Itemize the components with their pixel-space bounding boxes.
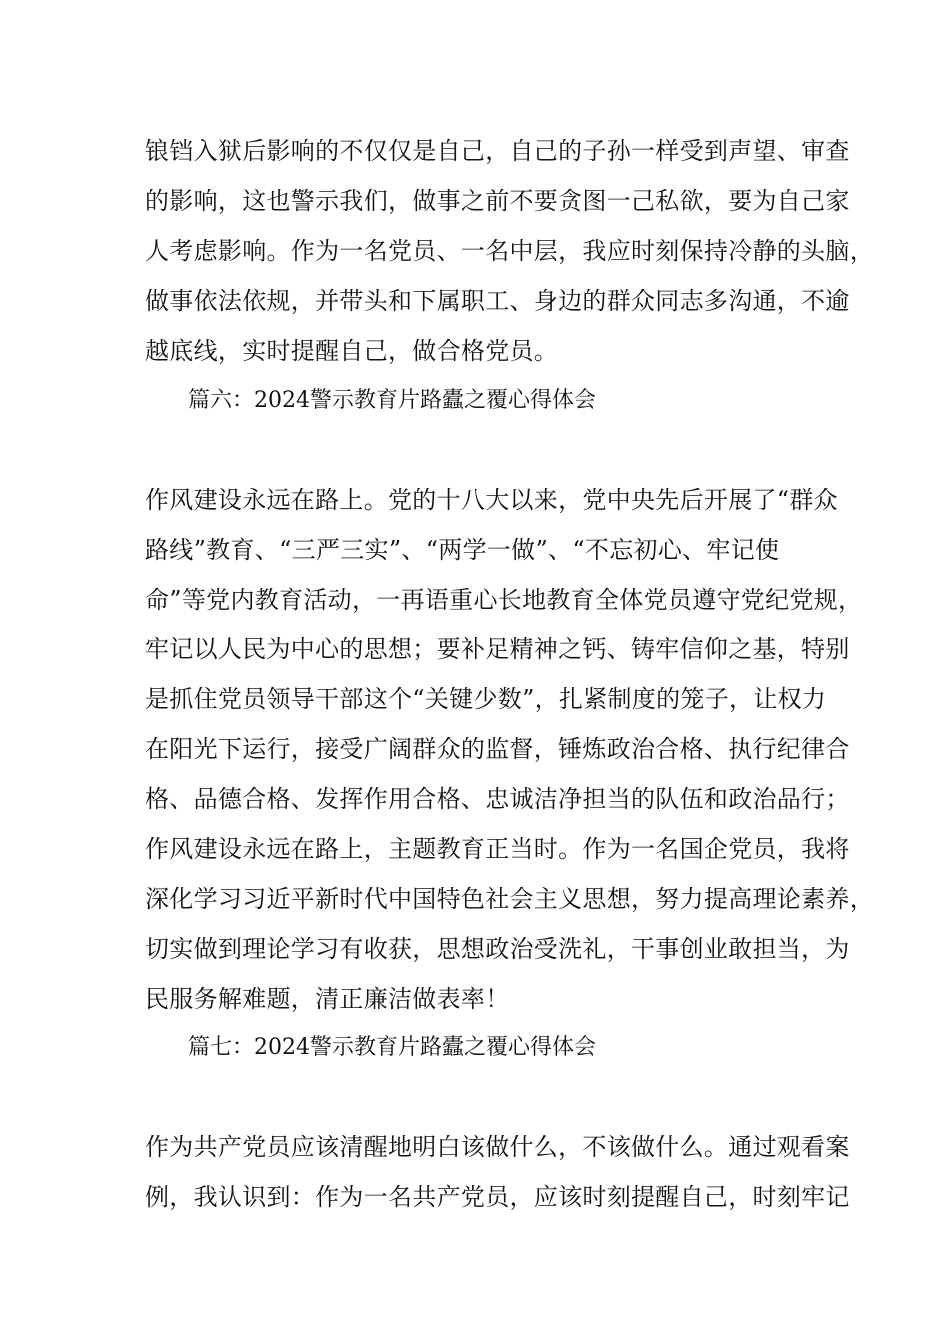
paragraph-line: 做事依法依规，并带头和下属职工、身边的群众同志多沟通，不逾 xyxy=(145,287,850,315)
paragraph-line: 路线”教育、“三严三实”、“两学一做”、“不忘初心、牢记使 xyxy=(145,536,780,564)
paragraph-line: 例，我认识到：作为一名共产党员，应该时刻提醒自己，时刻牢记 xyxy=(145,1183,850,1211)
paragraph-line: 人考虑影响。作为一名党员、一名中层，我应时刻保持冷静的头脑， xyxy=(145,237,874,265)
paragraph-line: 切实做到理论学习有收获，思想政治受洗礼，干事创业敢担当，为 xyxy=(145,935,850,963)
paragraph-line: 命”等党内教育活动，一再语重心长地教育全体党员遵守党纪党规， xyxy=(145,586,863,614)
paragraph-line: 格、品德合格、发挥作用合格、忠诚洁净担当的队伍和政治品行； xyxy=(145,785,850,813)
paragraph-line: 的影响，这也警示我们，做事之前不要贪图一己私欲，要为自己家 xyxy=(145,187,850,215)
section-heading-6: 篇六：2024警示教育片路蠹之覆心得体会 xyxy=(188,388,596,413)
paragraph-line: 在阳光下运行，接受广阔群众的监督，锤炼政治合格、执行纪律合 xyxy=(145,735,850,763)
section-heading-7: 篇七：2024警示教育片路蠹之覆心得体会 xyxy=(188,1035,596,1060)
paragraph-line: 民服务解难题，清正廉洁做表率！ xyxy=(145,985,510,1013)
paragraph-line: 越底线，实时提醒自己，做合格党员。 xyxy=(145,337,559,365)
paragraph-line: 牢记以人民为中心的思想；要补足精神之钙、铸牢信仰之基，特别 xyxy=(145,635,850,663)
paragraph-line: 作为共产党员应该清醒地明白该做什么，不该做什么。通过观看案 xyxy=(145,1133,850,1161)
paragraph-line: 锒铛入狱后影响的不仅仅是自己，自己的子孙一样受到声望、审查 xyxy=(145,137,850,165)
paragraph-line: 作风建设永远在路上，主题教育正当时。作为一名国企党员，我将 xyxy=(145,835,850,863)
paragraph-line: 是抓住党员领导干部这个“关键少数”，扎紧制度的笼子，让权力 xyxy=(145,685,827,713)
paragraph-line: 深化学习习近平新时代中国特色社会主义思想，努力提高理论素养， xyxy=(145,885,874,913)
paragraph-line: 作风建设永远在路上。党的十八大以来，党中央先后开展了“群众 xyxy=(145,486,838,514)
